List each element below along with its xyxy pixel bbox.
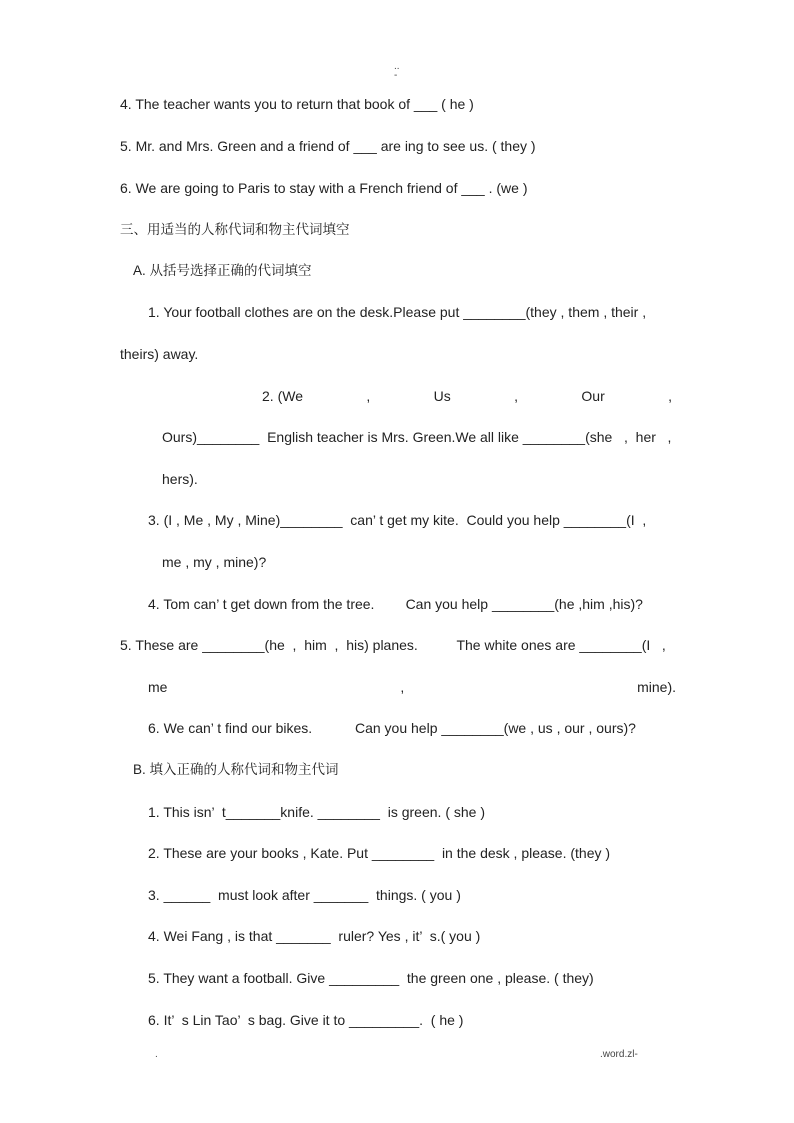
- exercise-a5-line2: [148, 678, 676, 696]
- exercise-b4: 4. Wei Fang , is that _______ ruler? Yes , it’ s.( you ): [148, 928, 481, 944]
- a5-comma: ,: [400, 679, 405, 695]
- part-b-heading: B. 填入正确的人称代词和物主代词: [133, 762, 339, 777]
- question-4: 4. The teacher wants you to return that book of ___ ( he ): [120, 96, 474, 112]
- a2-comma: ,: [668, 388, 672, 404]
- exercise-a1-line2: theirs) away.: [120, 346, 199, 362]
- exercise-a3-line2: me , my , mine)?: [162, 554, 267, 570]
- page-header-mark: .. -: [394, 61, 400, 81]
- a2-option-our: Our: [581, 388, 605, 404]
- exercise-a2-line1: [262, 387, 672, 405]
- exercise-b2: 2. These are your books , Kate. Put ________ in the desk , please. (they ): [148, 845, 611, 861]
- footer-right-text: .word.zl-: [600, 1049, 638, 1060]
- exercise-a3-line1: 3. (I , Me , My , Mine)________ can’ t get my kite. Could you help ________(I ,: [148, 512, 647, 528]
- a2-comma: ,: [514, 388, 519, 404]
- a5-option-mine: mine).: [637, 679, 676, 695]
- exercise-a4: 4. Tom can’ t get down from the tree. Can you help ________(he ,him ,his)?: [148, 596, 643, 612]
- a2-option-us: Us: [433, 388, 451, 404]
- exercise-b3: 3. ______ must look after _______ things. ( you ): [148, 887, 461, 903]
- exercise-b1: 1. This isn’ t_______knife. ________ is green. ( she ): [148, 804, 485, 820]
- section-3-heading: 三、用适当的人称代词和物主代词填空: [120, 222, 350, 237]
- exercise-a1-line1: 1. Your football clothes are on the desk.Please put ________(they , them , their ,: [148, 304, 647, 320]
- question-5: 5. Mr. and Mrs. Green and a friend of ___ are ing to see us. ( they ): [120, 138, 536, 154]
- exercise-a2-line2: Ours)________ English teacher is Mrs. Green.We all like ________(she , her ,: [162, 429, 672, 445]
- exercise-a6: 6. We can’ t find our bikes. Can you help ________(we , us , our , ours)?: [148, 720, 636, 736]
- part-a-heading: A. 从括号选择正确的代词填空: [133, 263, 312, 278]
- exercise-a2-line3: hers).: [162, 471, 198, 487]
- a2-option-we: 2. (We: [262, 388, 303, 404]
- exercise-b6: 6. It’ s Lin Tao’ s bag. Give it to _________. ( he ): [148, 1012, 464, 1028]
- exercise-b5: 5. They want a football. Give _________ the green one , please. ( they): [148, 970, 594, 986]
- question-6: 6. We are going to Paris to stay with a French friend of ___ . (we ): [120, 180, 528, 196]
- a5-option-me: me: [148, 679, 168, 695]
- footer-left-mark: .: [155, 1049, 158, 1060]
- a2-comma: ,: [366, 388, 371, 404]
- exercise-a5-line1: 5. These are ________(he , him , his) planes. The white ones are ________(I ,: [120, 637, 666, 653]
